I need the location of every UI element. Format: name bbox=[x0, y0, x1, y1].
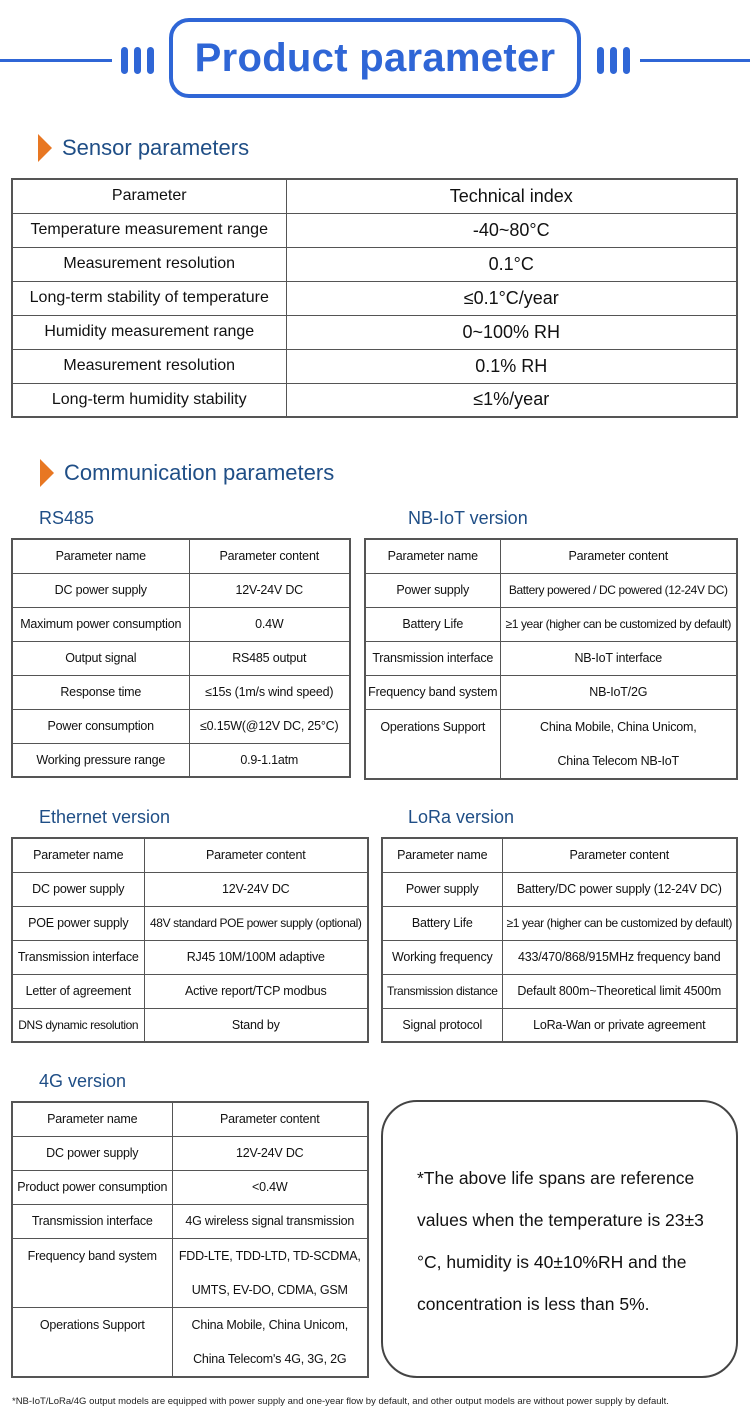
table-row: DC power supply 12V-24V DC bbox=[12, 1136, 368, 1170]
section-communication-title: Communication parameters bbox=[40, 459, 334, 487]
table-row: Transmission interface NB-IoT interface bbox=[365, 641, 737, 675]
arrow-icon bbox=[38, 134, 52, 162]
table-row: Power consumption ≤0.15W(@12V DC, 25°C) bbox=[12, 709, 350, 743]
header-decor-bar bbox=[597, 47, 604, 74]
table-row: Frequency band system NB-IoT/2G bbox=[365, 675, 737, 709]
table-header-row: Parameter name Parameter content bbox=[382, 838, 737, 872]
table-row: Letter of agreement Active report/TCP modbus bbox=[12, 974, 368, 1008]
page-title: Product parameter bbox=[194, 35, 556, 80]
table-header-row: Parameter Technical index bbox=[12, 179, 737, 213]
table-row: DC power supply 12V-24V DC bbox=[12, 872, 368, 906]
table-row: Frequency band system FDD-LTE, TDD-LTD, TD-SCDMA, UMTS, EV-DO, CDMA, GSM bbox=[12, 1238, 368, 1307]
4g-table bbox=[11, 1101, 369, 1378]
note-box: *The above life spans are reference values when the temperature is 23±3 °C, humidity is 40±10%RH and the concentration is less than 5%. bbox=[381, 1100, 738, 1378]
table-row: Temperature measurement range -40~80°C bbox=[12, 213, 737, 247]
table-header-row: Parameter name Parameter content bbox=[12, 539, 350, 573]
table-header-row: Parameter name Parameter content bbox=[12, 838, 368, 872]
table-row: Long-term humidity stability ≤1%/year bbox=[12, 383, 737, 417]
table-row: Response time ≤15s (1m/s wind speed) bbox=[12, 675, 350, 709]
header-decor-bar bbox=[610, 47, 617, 74]
table-row: DNS dynamic resolution Stand by bbox=[12, 1008, 368, 1042]
table-row: Working frequency 433/470/868/915MHz frequency band bbox=[382, 940, 737, 974]
lora-table bbox=[381, 837, 738, 1043]
table-row: Transmission distance Default 800m~Theoretical limit 4500m bbox=[382, 974, 737, 1008]
table-row: DC power supply 12V-24V DC bbox=[12, 573, 350, 607]
table-row: Battery Life ≥1 year (higher can be customized by default) bbox=[365, 607, 737, 641]
table-row: Working pressure range 0.9-1.1atm bbox=[12, 743, 350, 777]
table-row: Output signal RS485 output bbox=[12, 641, 350, 675]
arrow-icon bbox=[40, 459, 54, 487]
table-row: Operations Support China Mobile, China Unicom, China Telecom's 4G, 3G, 2G bbox=[12, 1307, 368, 1377]
nbiot-table bbox=[364, 538, 738, 780]
table-row: Maximum power consumption 0.4W bbox=[12, 607, 350, 641]
table-row: Transmission interface 4G wireless signal transmission bbox=[12, 1204, 368, 1238]
table-row: Product power consumption <0.4W bbox=[12, 1170, 368, 1204]
header-decor-bar bbox=[134, 47, 141, 74]
section-sensor-title: Sensor parameters bbox=[38, 134, 249, 162]
table-header-row: Parameter name Parameter content bbox=[12, 1102, 368, 1136]
footnote: *NB-IoT/LoRa/4G output models are equipped with power supply and one-year flow by default, and other output models are without power supply by default. bbox=[12, 1396, 669, 1407]
table-row: Measurement resolution 0.1% RH bbox=[12, 349, 737, 383]
header-decor-bar bbox=[623, 47, 630, 74]
table-row: POE power supply 48V standard POE power supply (optional) bbox=[12, 906, 368, 940]
table-row: Power supply Battery/DC power supply (12-24V DC) bbox=[382, 872, 737, 906]
table-row: Signal protocol LoRa-Wan or private agreement bbox=[382, 1008, 737, 1042]
table-row: Battery Life ≥1 year (higher can be customized by default) bbox=[382, 906, 737, 940]
sensor-table bbox=[11, 178, 738, 418]
rs485-table bbox=[11, 538, 351, 778]
rs485-title: RS485 bbox=[39, 508, 95, 528]
table-row: Long-term stability of temperature ≤0.1°C/year bbox=[12, 281, 737, 315]
header-decor-bar bbox=[147, 47, 154, 74]
ethernet-title: Ethernet version bbox=[39, 807, 171, 827]
page-title-box bbox=[169, 18, 581, 98]
lora-title: LoRa version bbox=[408, 807, 515, 827]
table-row: Humidity measurement range 0~100% RH bbox=[12, 315, 737, 349]
header-line-right bbox=[640, 59, 750, 62]
header-line-left bbox=[0, 59, 112, 62]
table-row: Operations Support China Mobile, China Unicom, China Telecom NB-IoT bbox=[365, 709, 737, 779]
ethernet-table bbox=[11, 837, 369, 1043]
table-row: Measurement resolution 0.1°C bbox=[12, 247, 737, 281]
4g-title: 4G version bbox=[39, 1071, 127, 1091]
header-decor-bar bbox=[121, 47, 128, 74]
table-row: Power supply Battery powered / DC powered (12-24V DC) bbox=[365, 573, 737, 607]
table-row: Transmission interface RJ45 10M/100M adaptive bbox=[12, 940, 368, 974]
nbiot-title: NB-IoT version bbox=[408, 508, 528, 528]
table-header-row: Parameter name Parameter content bbox=[365, 539, 737, 573]
